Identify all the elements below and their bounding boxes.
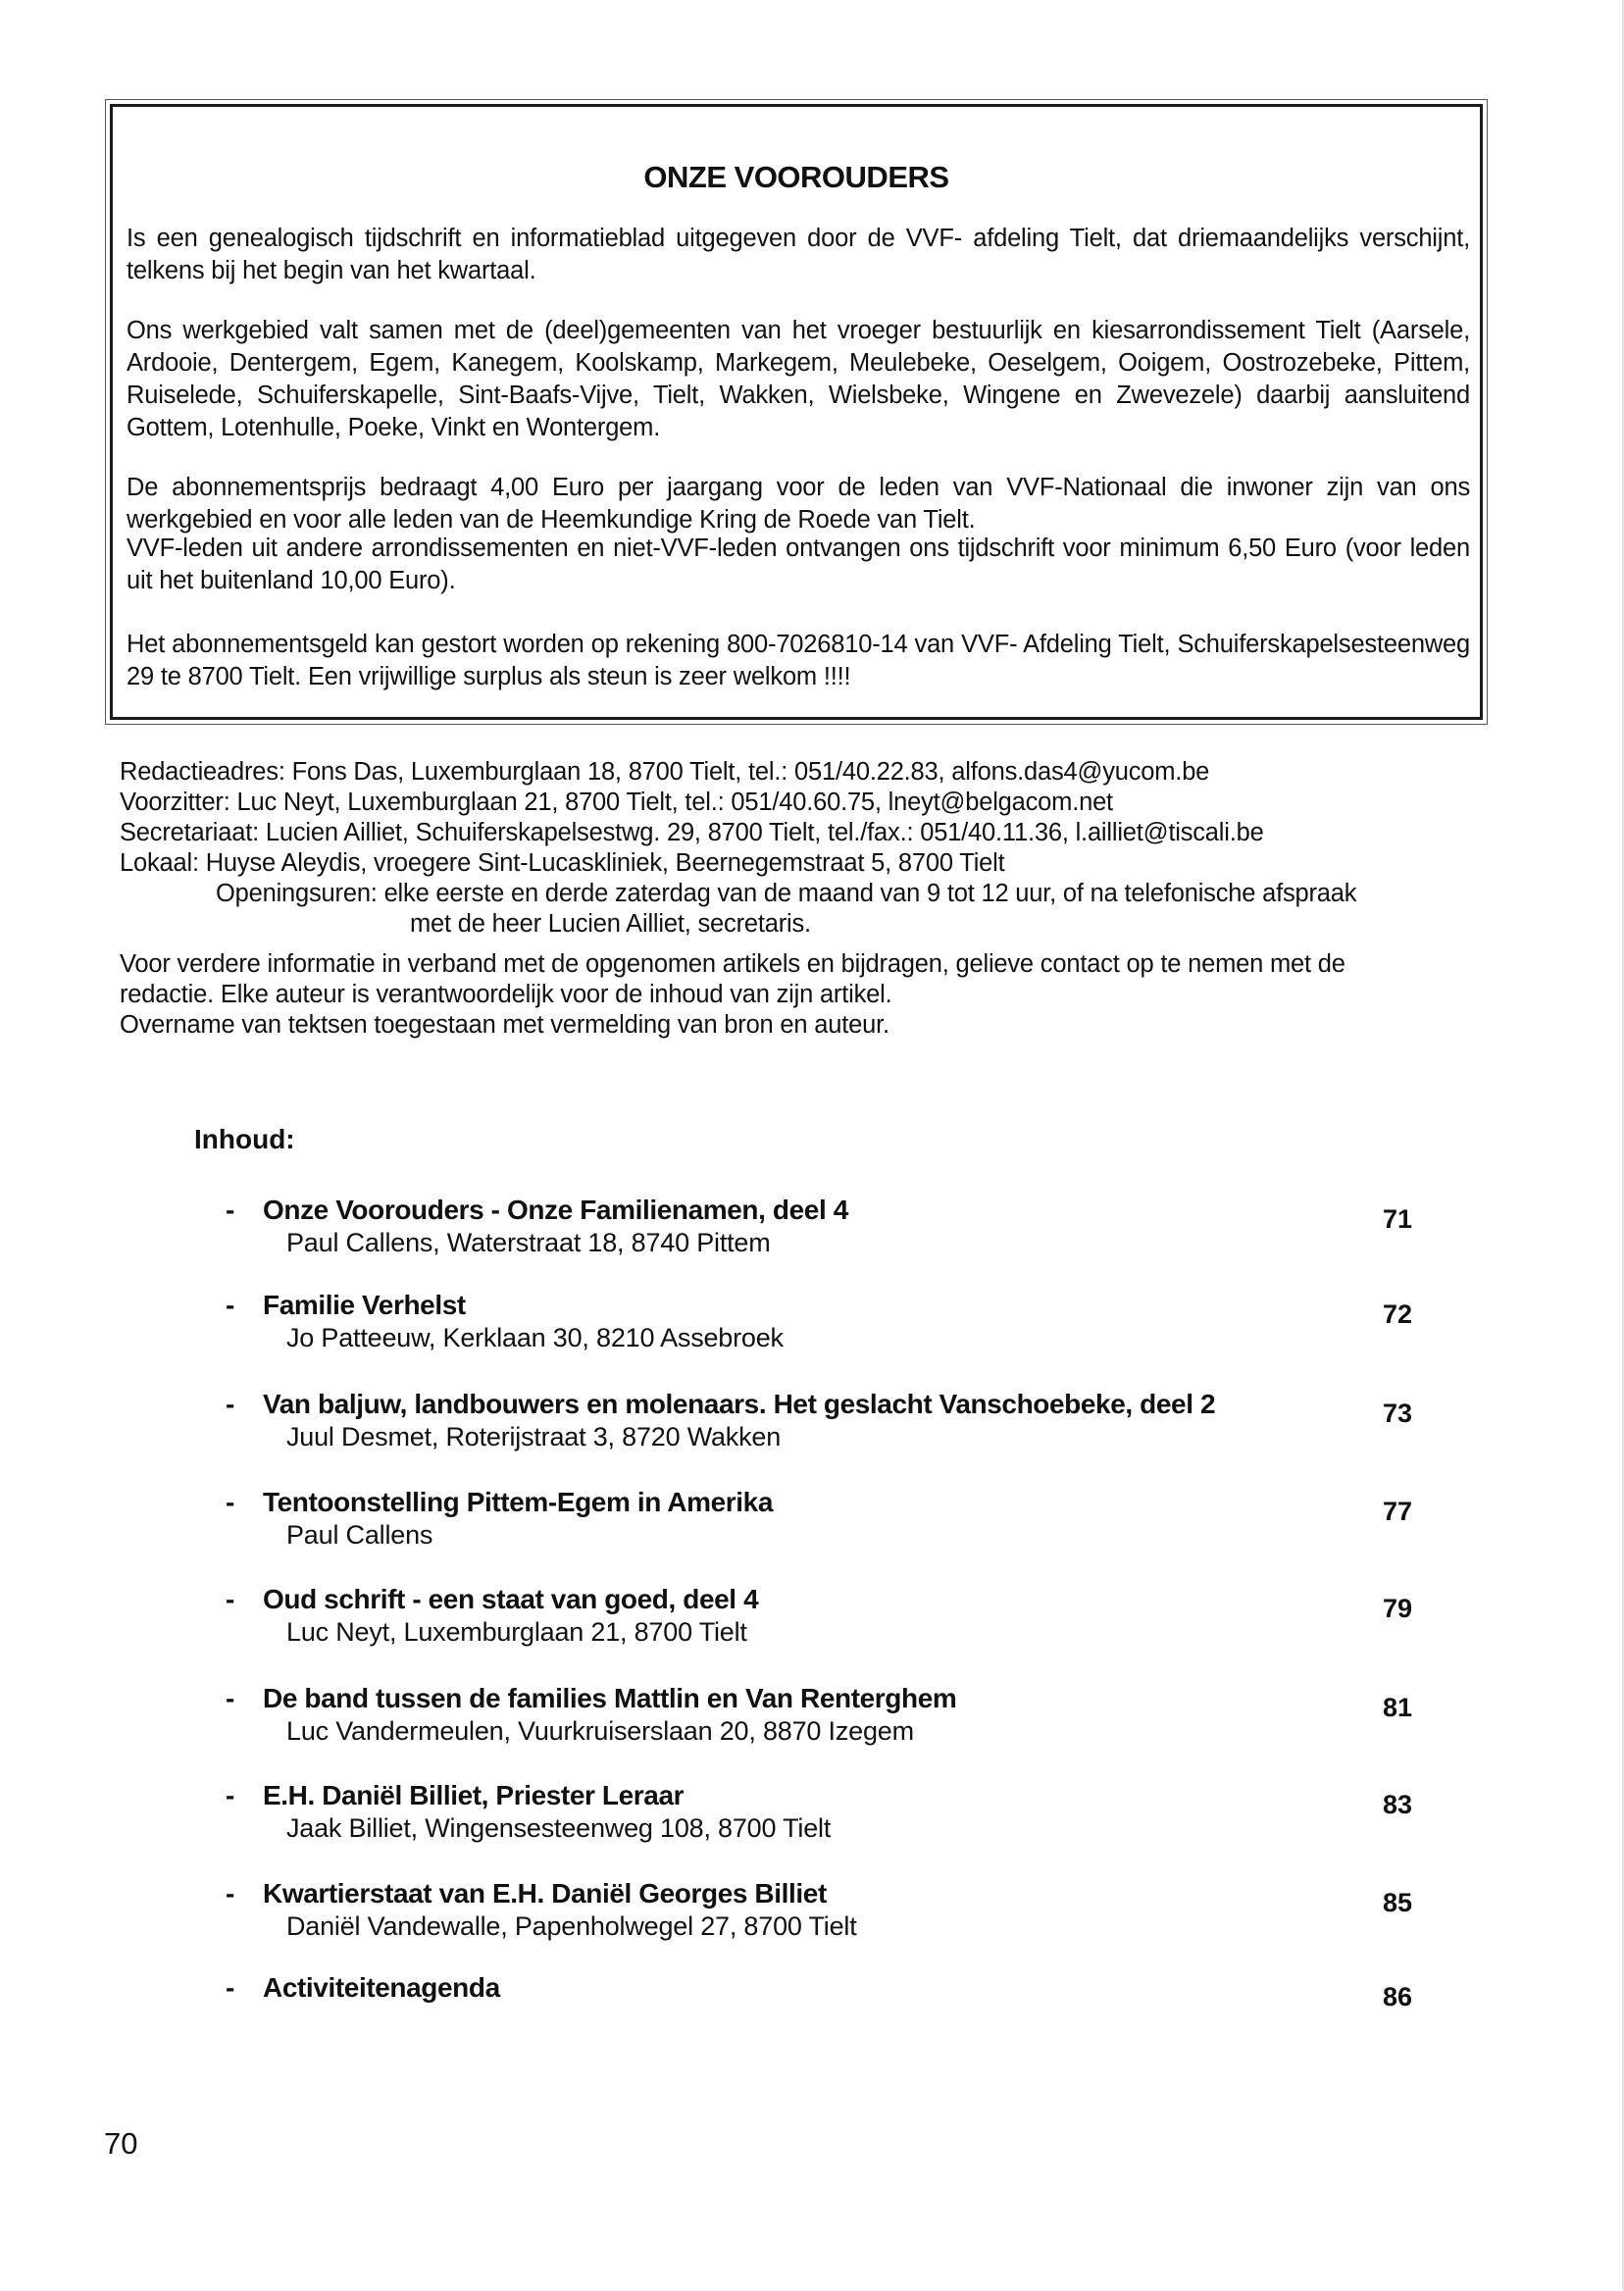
toc-entry-title: Activiteitenagenda — [263, 1972, 500, 2003]
toc-bullet: - — [226, 1389, 235, 1419]
toc-entry-title: E.H. Daniël Billiet, Priester Leraar — [263, 1780, 685, 1810]
toc-entry-title: De band tussen de families Mattlin en Van Renterghem — [263, 1683, 957, 1713]
toc-entry — [226, 1584, 1442, 1653]
toc-bullet: - — [226, 1487, 235, 1517]
toc-entry-author: Jaak Billiet, Wingensesteenweg 108, 8700 Tielt — [286, 1813, 832, 1843]
toc-bullet: - — [226, 1683, 235, 1713]
toc-entry-page: 71 — [1383, 1204, 1413, 1234]
toc-entry — [226, 1683, 1442, 1752]
toc-entry — [226, 1487, 1442, 1555]
toc-entry-page: 83 — [1383, 1790, 1413, 1819]
toc-entry-author: Jo Patteeuw, Kerklaan 30, 8210 Assebroek — [286, 1323, 784, 1352]
redactie-address: Redactieadres: Fons Das, Luxemburglaan 18, 8700 Tielt, tel.: 051/40.22.83, alfons.das4@yucom.be — [120, 758, 1210, 786]
page-number: 70 — [104, 2126, 138, 2161]
toc-entry-title: Familie Verhelst — [263, 1290, 466, 1320]
toc-bullet: - — [226, 1584, 235, 1614]
toc-entry-page: 73 — [1383, 1399, 1413, 1428]
toc-entry-author: Luc Neyt, Luxemburglaan 21, 8700 Tielt — [286, 1617, 747, 1647]
secretariaat-address: Secretariaat: Lucien Ailliet, Schuiferskapelsestwg. 29, 8700 Tielt, tel./fax.: 051/40.11.36, l.ailliet@tiscali.be — [120, 819, 1264, 846]
toc-entry-author: Paul Callens — [286, 1520, 433, 1550]
openingsuren-line-2: met de heer Lucien Ailliet, secretaris. — [410, 910, 811, 938]
toc-entry-author: Luc Vandermeulen, Vuurkruiserslaan 20, 8870 Izegem — [286, 1716, 914, 1746]
box-title: ONZE VOOROUDERS — [643, 160, 949, 194]
info-box — [110, 104, 1483, 720]
info-line-2: redactie. Elke auteur is verantwoordelijk voor de inhoud van zijn artikel. — [120, 981, 892, 1008]
toc-entry — [226, 1195, 1442, 1263]
toc-entry-title: Van baljuw, landbouwers en molenaars. Het geslacht Vanschoebeke, deel 2 — [263, 1389, 1216, 1419]
toc-bullet: - — [226, 1780, 235, 1810]
toc-entry — [226, 1972, 1442, 2041]
toc-entry-author: Paul Callens, Waterstraat 18, 8740 Pittem — [286, 1228, 771, 1257]
box-paragraph-rekening: Het abonnementsgeld kan gestort worden op rekening 800-7026810-14 van VVF- Afdeling Tielt, Schuiferskapelsesteenweg 29 te 8700 Tielt. Een vrijwillige surplus als steun is zeer welkom !!!! — [127, 631, 1470, 690]
toc-entry — [226, 1780, 1442, 1849]
toc-bullet: - — [226, 1878, 235, 1909]
toc-bullet: - — [226, 1290, 235, 1320]
toc-entry-page: 72 — [1383, 1299, 1413, 1329]
toc-entry-title: Onze Voorouders - Onze Familienamen, deel 4 — [263, 1195, 848, 1225]
toc-heading: Inhoud: — [194, 1124, 295, 1154]
toc-entry-author: Daniël Vandewalle, Papenholwegel 27, 8700 Tielt — [286, 1911, 857, 1941]
box-paragraph-intro: Is een genealogisch tijdschrift en informatieblad uitgegeven door de VVF- afdeling Tielt, dat driemaandelijks verschijnt, telkens bij het begin van het kwartaal. — [127, 225, 1470, 284]
toc-bullet: - — [226, 1195, 235, 1225]
toc-entry-author: Juul Desmet, Roterijstraat 3, 8720 Wakken — [286, 1422, 782, 1451]
toc-entry-page: 77 — [1383, 1497, 1413, 1526]
toc-entry-page: 79 — [1383, 1594, 1413, 1623]
toc-entry — [226, 1389, 1442, 1457]
toc-entry-title: Kwartierstaat van E.H. Daniël Georges Billiet — [263, 1878, 827, 1909]
info-line-3: Overname van tektsen toegestaan met vermelding van bron en auteur. — [120, 1011, 889, 1039]
toc-entry — [226, 1290, 1442, 1358]
toc-entry-page: 85 — [1383, 1888, 1413, 1917]
voorzitter-address: Voorzitter: Luc Neyt, Luxemburglaan 21, 8700 Tielt, tel.: 051/40.60.75, lneyt@belgacom.net — [120, 789, 1113, 816]
toc-bullet: - — [226, 1972, 235, 2003]
box-paragraph-abonnement: De abonnementsprijs bedraagt 4,00 Euro per jaargang voor de leden van VVF-Nationaal die inwoner zijn van ons werkgebied en voor alle leden van de Heemkundige Kring de Roede van Tielt. — [127, 474, 1470, 534]
toc-entry-page: 86 — [1383, 1982, 1413, 2011]
toc-entry-title: Oud schrift - een staat van goed, deel 4 — [263, 1584, 759, 1614]
toc-entry — [226, 1878, 1442, 1947]
info-line-1: Voor verdere informatie in verband met de opgenomen artikels en bijdragen, gelieve contact op te nemen met de — [120, 950, 1345, 978]
toc-entry-page: 81 — [1383, 1693, 1413, 1722]
box-paragraph-andere-leden: VVF-leden uit andere arrondissementen en niet-VVF-leden ontvangen ons tijdschrift voor minimum 6,50 Euro (voor leden uit het buitenland 10,00 Euro). — [127, 535, 1470, 594]
toc-entry-title: Tentoonstelling Pittem-Egem in Amerika — [263, 1487, 773, 1517]
openingsuren-line-1: Openingsuren: elke eerste en derde zaterdag van de maand van 9 tot 12 uur, of na telefonische afspraak — [216, 880, 1357, 907]
lokaal-address: Lokaal: Huyse Aleydis, vroegere Sint-Lucaskliniek, Beernegemstraat 5, 8700 Tielt — [120, 849, 1005, 877]
box-paragraph-werkgebied: Ons werkgebied valt samen met de (deel)gemeenten van het vroeger bestuurlijk en kiesarrondissement Tielt (Aarsele, Ardooie, Dentergem, Egem, Kanegem, Koolskamp, Markegem, Meulebeke, Oeselgem, Ooigem, Oostrozebeke, Pittem, Ruiselede, Schuiferskapelle, Sint-Baafs-Vijve, Tielt, Wakken, Wielsbeke, Wingene en Zwevezele) daarbij aansluitend Gottem, Lotenhulle, Poeke, Vinkt en Wontergem. — [127, 317, 1470, 441]
